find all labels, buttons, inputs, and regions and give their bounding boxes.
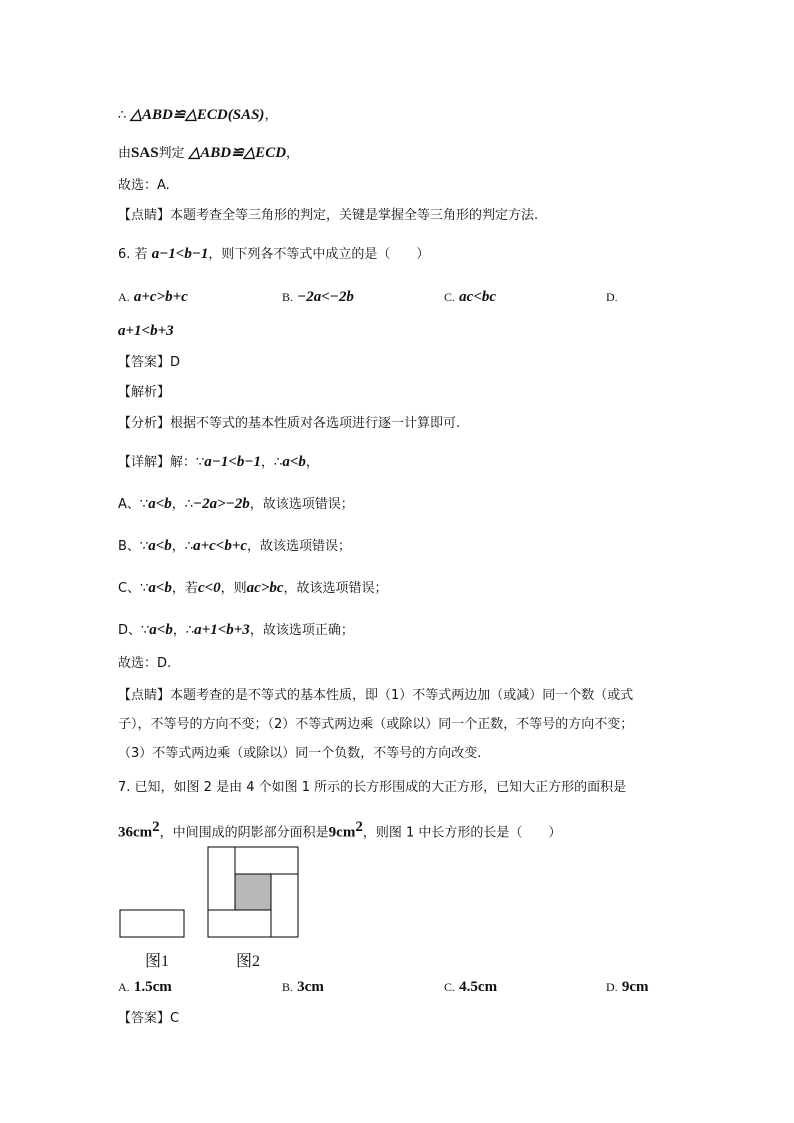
figure-1-rectangle <box>120 910 184 937</box>
math: c<0 <box>197 580 221 596</box>
note-line-5: 【点睛】本题考查全等三角形的判定，关键是掌握全等三角形的判定方法. <box>118 208 539 223</box>
line-conclusion <box>118 106 277 125</box>
math: a<b <box>148 538 172 554</box>
option-math: a+c>b+c <box>133 289 188 305</box>
line-sas <box>118 144 299 163</box>
congruence-statement-2: △ABD≌△ECD <box>188 145 287 161</box>
verdict: ，故该选项正确； <box>249 623 354 638</box>
comma: ， <box>264 108 278 123</box>
text: ，中间围成的阴影部分面积是 <box>159 825 329 841</box>
q7-option-b <box>282 978 324 997</box>
option-prefix: B、 <box>118 539 140 554</box>
question-6-number: 6. 若 <box>118 247 148 262</box>
sas-text: SAS <box>131 145 159 161</box>
superscript: 2 <box>355 819 363 835</box>
option-label: A. <box>118 290 130 304</box>
option-math: ac<bc <box>459 289 497 305</box>
option-value: 4.5cm <box>459 979 498 995</box>
because-symbol: ∵ <box>140 581 149 596</box>
detail-option-d <box>118 621 354 640</box>
comma: ， <box>171 539 185 554</box>
analysis-heading-6: 【解析】 <box>118 385 171 400</box>
math: ac>bc <box>246 580 284 596</box>
text-determine: 判定 <box>158 146 185 161</box>
option-math: −2a<−2b <box>297 289 354 305</box>
q7-option-d <box>606 978 648 997</box>
comma: ， <box>286 146 300 161</box>
option-value: 1.5cm <box>133 979 172 995</box>
option-prefix: D、 <box>118 623 142 638</box>
because-symbol: ∵ <box>139 539 149 554</box>
math: a+c<b+c <box>193 538 248 554</box>
figure-2-caption: 图2 <box>236 953 261 970</box>
comma: ， <box>171 497 185 512</box>
math: a<b <box>148 496 172 512</box>
figures <box>118 842 318 944</box>
congruence-statement: △ABD≌△ECD(SAS) <box>130 107 265 123</box>
answer-6: 【答案】D <box>118 355 181 370</box>
answer-7: 【答案】C <box>118 1011 180 1026</box>
comma: ， <box>261 455 275 470</box>
question-6-stem: ，则下列各不等式中成立的是（ ） <box>208 247 430 262</box>
math: a<b <box>148 580 172 596</box>
area-total: 36cm <box>118 824 153 841</box>
q7-option-c <box>444 978 497 997</box>
math: a−1<b−1 <box>204 454 262 470</box>
option-label: C. <box>444 290 456 304</box>
q6-option-d-label <box>606 288 618 307</box>
therefore-symbol: ∴ <box>118 108 127 123</box>
question-7-line-2 <box>118 818 561 842</box>
question-6-condition: a−1<b−1 <box>151 246 209 262</box>
text: ，则 <box>220 581 247 596</box>
detail-option-c <box>118 579 388 598</box>
option-value: 9cm <box>621 979 649 995</box>
therefore-symbol: ∴ <box>185 623 195 638</box>
figure-1-caption: 图1 <box>145 953 170 970</box>
because-symbol: ∵ <box>139 497 149 512</box>
analysis-6: 【分析】根据不等式的基本性质对各选项进行逐一计算即可. <box>118 416 461 431</box>
text: ，则图 1 中长方形的长是（ ） <box>362 825 562 841</box>
option-math: a+1<b+3 <box>118 323 174 339</box>
because-symbol: ∵ <box>196 455 205 470</box>
question-6 <box>118 245 429 264</box>
detail-6 <box>118 453 319 472</box>
verdict: ，故该选项错误； <box>283 581 388 596</box>
text-you: 由 <box>118 146 132 161</box>
figure-2-shaded-square <box>235 874 271 910</box>
q6-option-c <box>444 288 496 307</box>
detail-option-a <box>118 495 354 514</box>
text: ，若 <box>171 581 198 596</box>
math: a+1<b+3 <box>194 622 250 638</box>
because-symbol: ∵ <box>141 623 150 638</box>
verdict: ，故该选项错误； <box>247 539 352 554</box>
therefore-symbol: ∴ <box>184 497 194 512</box>
option-label: A. <box>118 980 130 994</box>
q6-option-b <box>282 288 354 307</box>
comma: ， <box>305 455 319 470</box>
area-shaded: 9cm <box>328 824 356 841</box>
choice-line-5: 故选：A. <box>118 178 170 193</box>
comma: ， <box>172 623 186 638</box>
option-label: C. <box>444 980 456 994</box>
option-prefix: A、 <box>118 497 140 512</box>
math: a<b <box>282 454 306 470</box>
question-7-line-1: 7. 已知，如图 2 是由 4 个如图 1 所示的长方形围成的大正方形，已知大正方形的面积是 <box>118 780 627 795</box>
note-6-line-3: （3）不等式两边乘（或除以）同一个负数，不等号的方向改变. <box>118 746 482 761</box>
option-prefix: C、 <box>118 581 141 596</box>
option-label: D. <box>606 980 618 994</box>
therefore-symbol: ∴ <box>274 455 283 470</box>
math: a<b <box>149 622 173 638</box>
therefore-symbol: ∴ <box>184 539 194 554</box>
detail-label: 【详解】解： <box>118 455 197 470</box>
option-label: D. <box>606 290 618 304</box>
superscript: 2 <box>152 819 160 835</box>
note-6-line-1: 【点睛】本题考查的是不等式的基本性质，即（1）不等式两边加（或减）同一个数（或式 <box>118 688 634 703</box>
detail-option-b <box>118 537 351 556</box>
option-value: 3cm <box>297 979 324 995</box>
verdict: ，故该选项错误； <box>249 497 354 512</box>
option-label: B. <box>282 290 294 304</box>
math: −2a>−2b <box>193 496 250 512</box>
note-6-line-2: 子），不等号的方向不变；（2）不等式两边乘（或除以）同一个正数，不等号的方向不变； <box>118 717 634 732</box>
q6-option-a <box>118 288 188 307</box>
q6-option-d-math <box>118 322 174 341</box>
choice-line-6: 故选：D. <box>118 656 172 671</box>
q7-option-a <box>118 978 172 997</box>
option-label: B. <box>282 980 294 994</box>
